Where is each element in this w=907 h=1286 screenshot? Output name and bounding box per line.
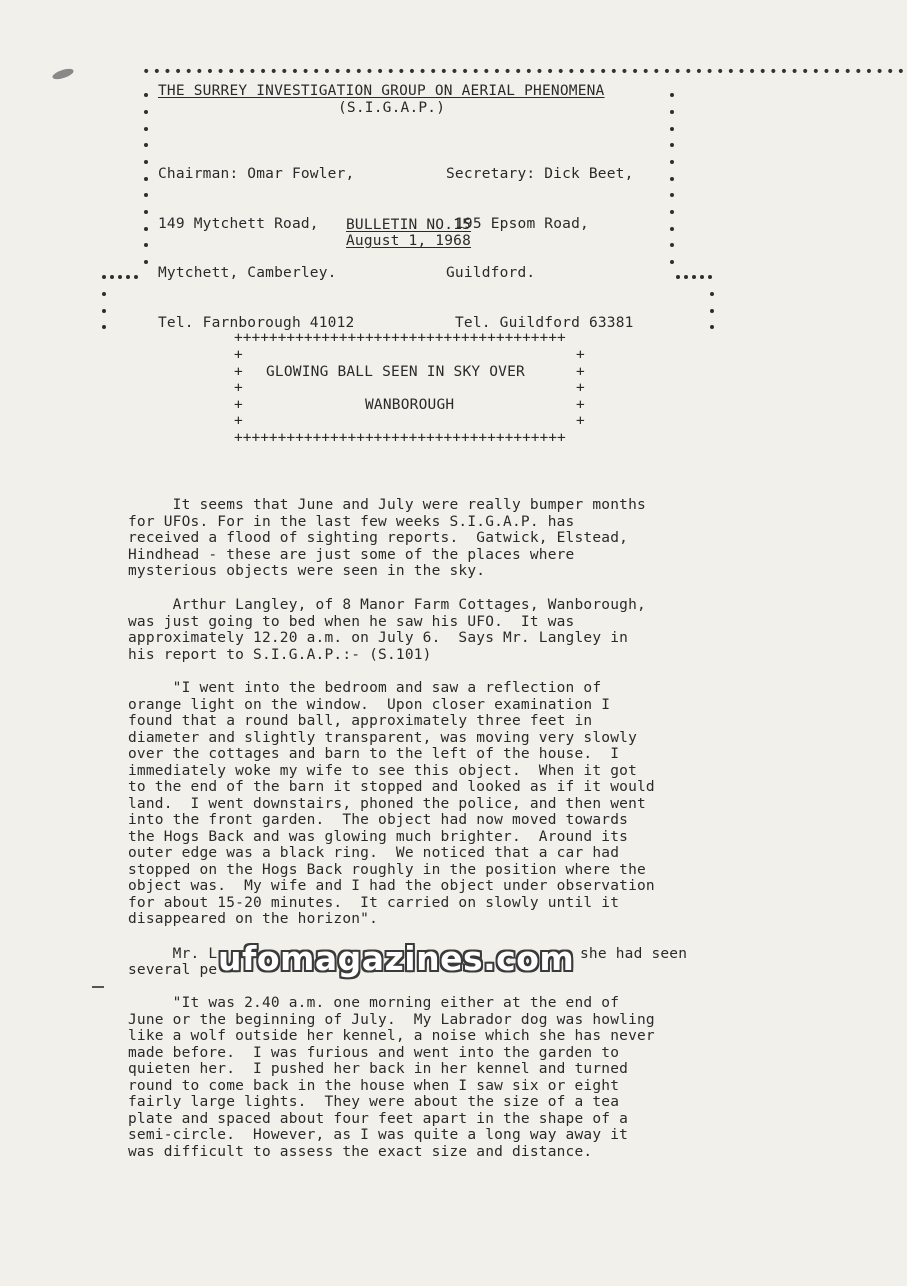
watermark: ufomagazines.com — [218, 939, 575, 978]
headline-line-1: GLOWING BALL SEEN IN SKY OVER — [266, 364, 525, 380]
secretary-address-street: 195 Epsom Road, — [455, 215, 589, 232]
plus-border-bottom: ++++++++++++++++++++++++++++++++++++++ — [234, 430, 566, 446]
organization-abbrev: (S.I.G.A.P.) — [338, 100, 446, 116]
dotted-border-top: •••••••••••••••••••••••••••••••••••••••••••••••••••••••••••••••••••••••• — [142, 64, 907, 80]
chairman-telephone: Tel. Farnborough 41012 — [158, 314, 355, 331]
margin-mark — [92, 986, 104, 988]
paragraph-partial-end: she had seen — [580, 946, 688, 962]
paragraph-dog-quote: "It was 2.40 a.m. one morning either at the end of June or the beginning of July. My Labrador dog was howling like a wolf outside her kennel, a noise which she has never made before. I was furious and went into the garden to quieten her. I pushed her back in her kennel and turned round to come back in the house when I saw six or eight fairly large lights. They were about the size of a tea plate and spaced about four feet apart in the shape of a semi-circle. However, as I was quite a long way away it was difficult to assess the exact size and distance. — [128, 995, 655, 1160]
headline-box — [234, 330, 590, 448]
organization-title: THE SURREY INVESTIGATION GROUP ON AERIAL PHENOMENA — [158, 83, 605, 99]
plus-border-top: ++++++++++++++++++++++++++++++++++++++ — [234, 330, 566, 346]
paragraph-partial-line2: several pe — [128, 962, 218, 978]
plus-border-right: + + + + + — [576, 347, 585, 429]
headline-line-2: WANBOROUGH — [365, 397, 455, 413]
paragraph-intro: It seems that June and July were really bumper months for UFOs. For in the last few weeks S.I.G.A.P. has received a flood of sighting reports. Gatwick, Elstead, Hindhead - these are just some of the places where mysterious objects were seen in the sky. — [128, 497, 646, 579]
bulletin-date: August 1, 1968 — [346, 233, 472, 249]
chairman-name: Chairman: Omar Fowler, — [158, 166, 355, 182]
chairman-address-street: 149 Mytchett Road, — [158, 215, 319, 232]
bulletin-number: BULLETIN NO.15 — [346, 217, 472, 233]
paragraph-langley: Arthur Langley, of 8 Manor Farm Cottages, Wanborough, was just going to bed when he saw his UFO. It was approximately 12.20 a.m. on July 6. Says Mr. Langley in his report to S.I.G.A.P.:- (S.101) — [128, 597, 646, 663]
paragraph-partial-start: Mr. L — [128, 946, 218, 962]
ink-smudge — [51, 67, 74, 81]
plus-border-left: + + + + + — [234, 347, 243, 429]
paragraph-langley-quote: "I went into the bedroom and saw a reflection of orange light on the window. Upon closer examination I found that a round ball, approximately three feet in diameter and slightly transparent, was moving very slowly over the cottages and barn to the left of the house. I immediately woke my wife to see this object. When it got to the end of the barn it stopped and looked as if it would land. I went downstairs, phoned the police, and then went into the front garden. The object had now moved towards the Hogs Back and was glowing much brighter. Around its outer edge was a black ring. We noticed that a car had stopped on the Hogs Back roughly in the position where the object was. My wife and I had the object under observation for about 15-20 minutes. It carried on slowly until it disappeared on the horizon". — [128, 680, 655, 927]
secretary-telephone: Tel. Guildford 63381 — [455, 314, 634, 331]
secretary-address-town: Guildford. — [446, 265, 536, 281]
chairman-address-town: Mytchett, Camberley. — [158, 265, 337, 281]
secretary-name: Secretary: Dick Beet, — [446, 166, 634, 182]
